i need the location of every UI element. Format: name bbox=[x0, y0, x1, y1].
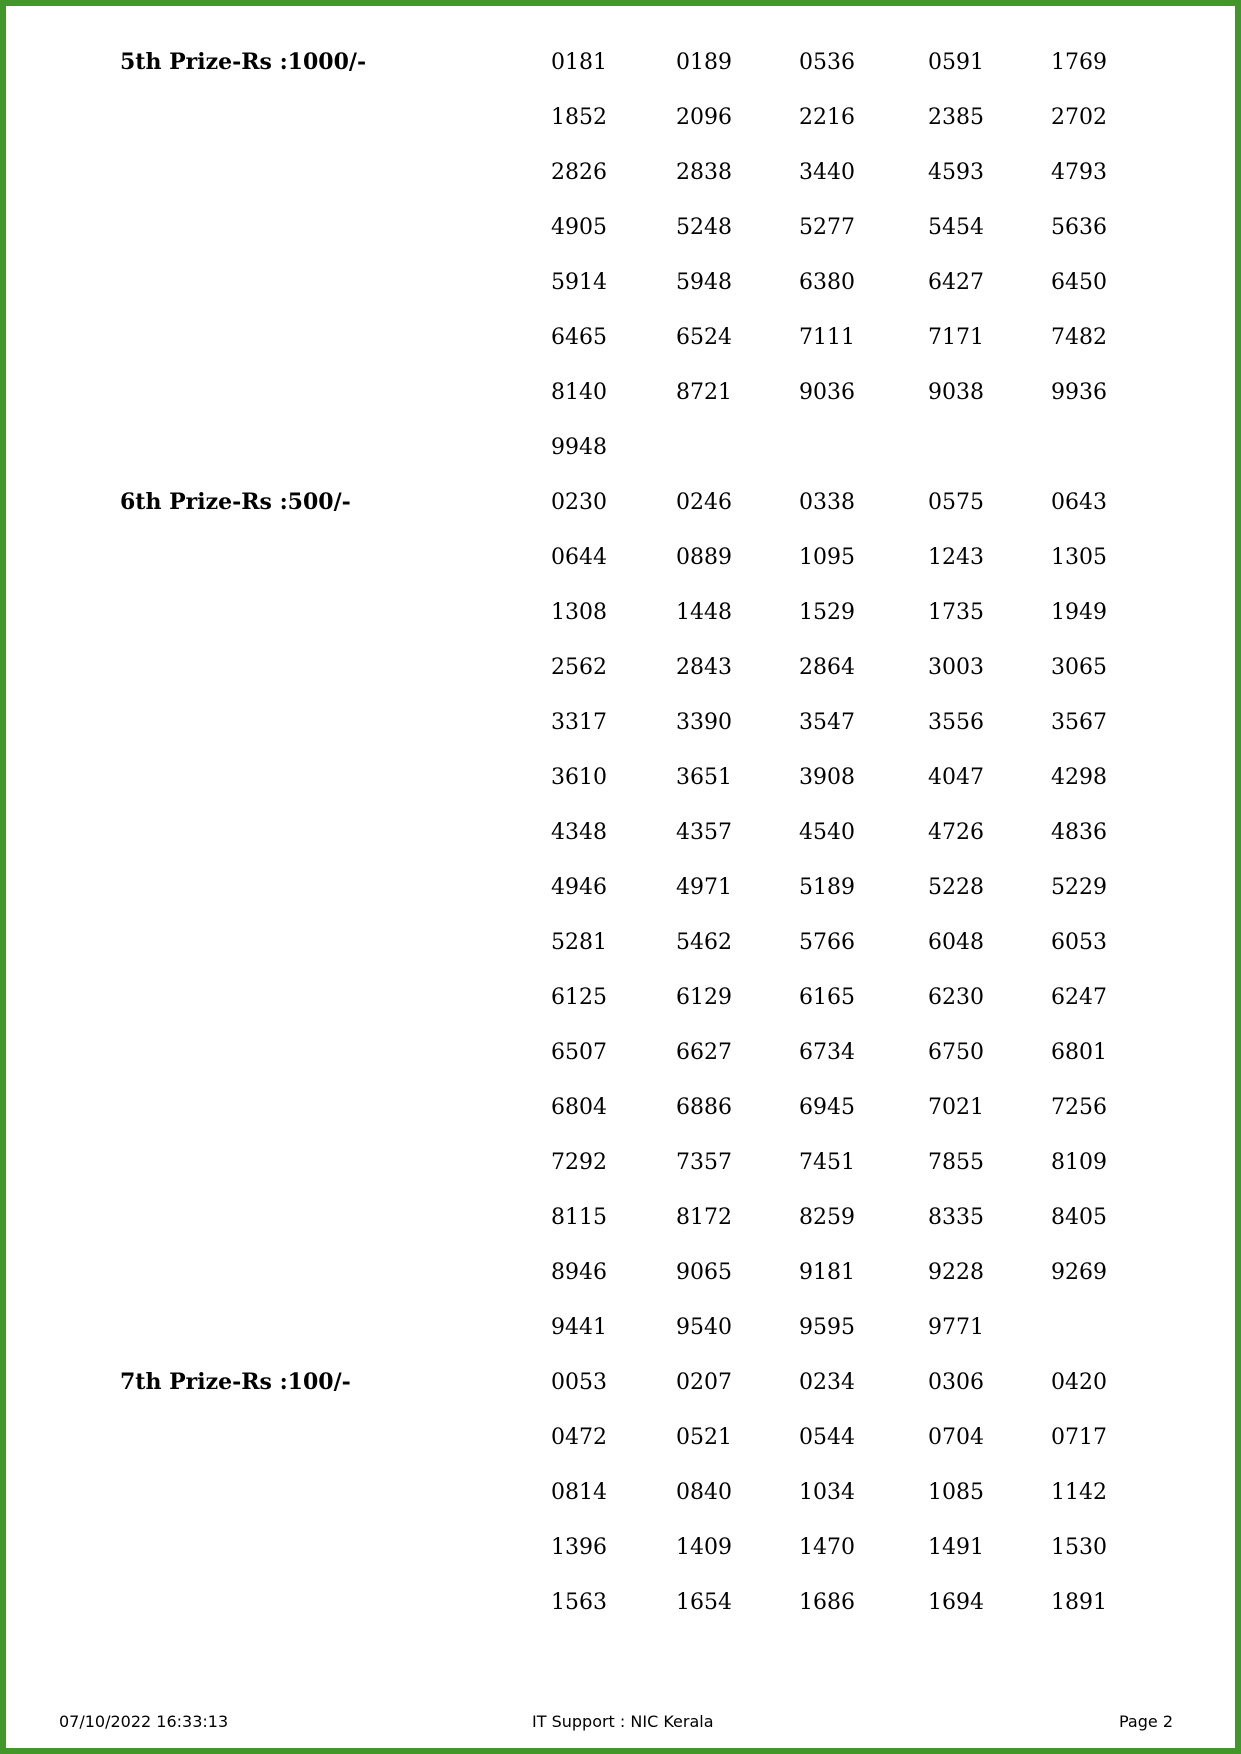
winning-number: 4905 bbox=[551, 215, 607, 240]
winning-number: 1095 bbox=[799, 545, 855, 570]
winning-number: 0189 bbox=[676, 50, 732, 75]
number-row bbox=[0, 695, 1241, 750]
number-row bbox=[0, 585, 1241, 640]
prize-section bbox=[0, 475, 1241, 1355]
number-row bbox=[0, 420, 1241, 475]
winning-number: 0207 bbox=[676, 1370, 732, 1395]
winning-number: 4357 bbox=[676, 820, 732, 845]
winning-number: 7171 bbox=[928, 325, 984, 350]
winning-number: 0053 bbox=[551, 1370, 607, 1395]
footer-page-number: Page 2 bbox=[1119, 1712, 1173, 1731]
winning-number: 0704 bbox=[928, 1425, 984, 1450]
winning-number: 9948 bbox=[551, 435, 607, 460]
winning-number: 2096 bbox=[676, 105, 732, 130]
winning-number: 7451 bbox=[799, 1150, 855, 1175]
number-row bbox=[0, 915, 1241, 970]
winning-number: 6380 bbox=[799, 270, 855, 295]
winning-number: 7855 bbox=[928, 1150, 984, 1175]
winning-number: 0420 bbox=[1051, 1370, 1107, 1395]
winning-number: 4540 bbox=[799, 820, 855, 845]
winning-number: 1308 bbox=[551, 600, 607, 625]
number-row bbox=[0, 1300, 1241, 1355]
winning-number: 4047 bbox=[928, 765, 984, 790]
number-row bbox=[0, 805, 1241, 860]
winning-number: 6524 bbox=[676, 325, 732, 350]
winning-number: 0338 bbox=[799, 490, 855, 515]
winning-number: 2864 bbox=[799, 655, 855, 680]
winning-number: 8109 bbox=[1051, 1150, 1107, 1175]
winning-number: 7292 bbox=[551, 1150, 607, 1175]
number-row bbox=[0, 145, 1241, 200]
number-row bbox=[0, 1190, 1241, 1245]
winning-number: 0643 bbox=[1051, 490, 1107, 515]
winning-number: 1085 bbox=[928, 1480, 984, 1505]
winning-number: 0575 bbox=[928, 490, 984, 515]
number-row bbox=[0, 1520, 1241, 1575]
winning-number: 8259 bbox=[799, 1205, 855, 1230]
winning-number: 6125 bbox=[551, 985, 607, 1010]
winning-number: 1305 bbox=[1051, 545, 1107, 570]
number-row bbox=[0, 640, 1241, 695]
winning-number: 1142 bbox=[1051, 1480, 1107, 1505]
number-row bbox=[0, 1410, 1241, 1465]
winning-number: 5766 bbox=[799, 930, 855, 955]
winning-number: 1891 bbox=[1051, 1590, 1107, 1615]
winning-number: 6804 bbox=[551, 1095, 607, 1120]
winning-number: 2216 bbox=[799, 105, 855, 130]
winning-number: 1491 bbox=[928, 1535, 984, 1560]
number-row bbox=[0, 1355, 1241, 1410]
winning-number: 0536 bbox=[799, 50, 855, 75]
number-row bbox=[0, 530, 1241, 585]
winning-number: 2562 bbox=[551, 655, 607, 680]
winning-number: 6886 bbox=[676, 1095, 732, 1120]
prize-label: 6th Prize-Rs :500/- bbox=[120, 489, 351, 515]
winning-number: 0889 bbox=[676, 545, 732, 570]
winning-number: 1654 bbox=[676, 1590, 732, 1615]
winning-number: 0234 bbox=[799, 1370, 855, 1395]
winning-number: 5636 bbox=[1051, 215, 1107, 240]
number-row bbox=[0, 255, 1241, 310]
winning-number: 0472 bbox=[551, 1425, 607, 1450]
winning-number: 0246 bbox=[676, 490, 732, 515]
winning-number: 3317 bbox=[551, 710, 607, 735]
winning-number: 0717 bbox=[1051, 1425, 1107, 1450]
winning-number: 4298 bbox=[1051, 765, 1107, 790]
winning-number: 1563 bbox=[551, 1590, 607, 1615]
winning-number: 5462 bbox=[676, 930, 732, 955]
winning-number: 1694 bbox=[928, 1590, 984, 1615]
footer-support: IT Support : NIC Kerala bbox=[532, 1712, 714, 1731]
number-row bbox=[0, 90, 1241, 145]
winning-number: 9441 bbox=[551, 1315, 607, 1340]
winning-numbers bbox=[0, 475, 1241, 1355]
winning-number: 1034 bbox=[799, 1480, 855, 1505]
winning-number: 7256 bbox=[1051, 1095, 1107, 1120]
winning-number: 5228 bbox=[928, 875, 984, 900]
prize-results bbox=[0, 35, 1241, 1630]
page-footer bbox=[0, 1712, 1241, 1736]
winning-number: 8335 bbox=[928, 1205, 984, 1230]
winning-number: 0306 bbox=[928, 1370, 984, 1395]
number-row bbox=[0, 200, 1241, 255]
winning-number: 0544 bbox=[799, 1425, 855, 1450]
winning-number: 8721 bbox=[676, 380, 732, 405]
winning-number: 0230 bbox=[551, 490, 607, 515]
number-row bbox=[0, 365, 1241, 420]
winning-number: 6945 bbox=[799, 1095, 855, 1120]
winning-number: 6230 bbox=[928, 985, 984, 1010]
winning-number: 6750 bbox=[928, 1040, 984, 1065]
winning-numbers bbox=[0, 35, 1241, 475]
winning-number: 4971 bbox=[676, 875, 732, 900]
number-row bbox=[0, 1245, 1241, 1300]
number-row bbox=[0, 750, 1241, 805]
winning-number: 9936 bbox=[1051, 380, 1107, 405]
winning-number: 3651 bbox=[676, 765, 732, 790]
winning-number: 3390 bbox=[676, 710, 732, 735]
winning-number: 8172 bbox=[676, 1205, 732, 1230]
winning-number: 2702 bbox=[1051, 105, 1107, 130]
winning-number: 3567 bbox=[1051, 710, 1107, 735]
winning-number: 0814 bbox=[551, 1480, 607, 1505]
winning-number: 6450 bbox=[1051, 270, 1107, 295]
winning-number: 6048 bbox=[928, 930, 984, 955]
winning-number: 6507 bbox=[551, 1040, 607, 1065]
winning-number: 5281 bbox=[551, 930, 607, 955]
winning-number: 0644 bbox=[551, 545, 607, 570]
winning-number: 8405 bbox=[1051, 1205, 1107, 1230]
winning-number: 0840 bbox=[676, 1480, 732, 1505]
number-row bbox=[0, 970, 1241, 1025]
winning-number: 6734 bbox=[799, 1040, 855, 1065]
winning-number: 6427 bbox=[928, 270, 984, 295]
winning-number: 6053 bbox=[1051, 930, 1107, 955]
winning-number: 5454 bbox=[928, 215, 984, 240]
number-row bbox=[0, 860, 1241, 915]
winning-number: 4836 bbox=[1051, 820, 1107, 845]
winning-number: 1448 bbox=[676, 600, 732, 625]
winning-number: 1686 bbox=[799, 1590, 855, 1615]
winning-number: 9065 bbox=[676, 1260, 732, 1285]
winning-number: 1470 bbox=[799, 1535, 855, 1560]
winning-number: 6247 bbox=[1051, 985, 1107, 1010]
winning-number: 1949 bbox=[1051, 600, 1107, 625]
prize-section bbox=[0, 35, 1241, 475]
winning-number: 5248 bbox=[676, 215, 732, 240]
winning-number: 1243 bbox=[928, 545, 984, 570]
number-row bbox=[0, 310, 1241, 365]
number-row bbox=[0, 1080, 1241, 1135]
winning-number: 4726 bbox=[928, 820, 984, 845]
winning-number: 4593 bbox=[928, 160, 984, 185]
footer-datetime: 07/10/2022 16:33:13 bbox=[59, 1712, 229, 1731]
winning-number: 2843 bbox=[676, 655, 732, 680]
winning-number: 1530 bbox=[1051, 1535, 1107, 1560]
winning-number: 2385 bbox=[928, 105, 984, 130]
number-row bbox=[0, 1135, 1241, 1190]
number-row bbox=[0, 475, 1241, 530]
winning-number: 9228 bbox=[928, 1260, 984, 1285]
winning-number: 3065 bbox=[1051, 655, 1107, 680]
winning-number: 7357 bbox=[676, 1150, 732, 1175]
winning-number: 3610 bbox=[551, 765, 607, 790]
winning-number: 1735 bbox=[928, 600, 984, 625]
winning-number: 9771 bbox=[928, 1315, 984, 1340]
winning-number: 0591 bbox=[928, 50, 984, 75]
winning-number: 9540 bbox=[676, 1315, 732, 1340]
winning-number: 1396 bbox=[551, 1535, 607, 1560]
winning-number: 7021 bbox=[928, 1095, 984, 1120]
number-row bbox=[0, 1465, 1241, 1520]
winning-number: 6627 bbox=[676, 1040, 732, 1065]
winning-number: 3908 bbox=[799, 765, 855, 790]
winning-number: 5189 bbox=[799, 875, 855, 900]
winning-number: 9181 bbox=[799, 1260, 855, 1285]
winning-number: 4348 bbox=[551, 820, 607, 845]
prize-label: 7th Prize-Rs :100/- bbox=[120, 1369, 351, 1395]
winning-number: 1852 bbox=[551, 105, 607, 130]
number-row bbox=[0, 1575, 1241, 1630]
winning-number: 5914 bbox=[551, 270, 607, 295]
winning-number: 7111 bbox=[799, 325, 855, 350]
winning-number: 5277 bbox=[799, 215, 855, 240]
winning-number: 2838 bbox=[676, 160, 732, 185]
winning-number: 1769 bbox=[1051, 50, 1107, 75]
winning-number: 1409 bbox=[676, 1535, 732, 1560]
winning-number: 4946 bbox=[551, 875, 607, 900]
number-row bbox=[0, 35, 1241, 90]
winning-number: 6801 bbox=[1051, 1040, 1107, 1065]
winning-number: 6465 bbox=[551, 325, 607, 350]
winning-number: 3440 bbox=[799, 160, 855, 185]
winning-number: 8115 bbox=[551, 1205, 607, 1230]
winning-number: 3547 bbox=[799, 710, 855, 735]
winning-number: 9595 bbox=[799, 1315, 855, 1340]
winning-number: 3556 bbox=[928, 710, 984, 735]
winning-number: 7482 bbox=[1051, 325, 1107, 350]
winning-number: 0181 bbox=[551, 50, 607, 75]
winning-number: 6165 bbox=[799, 985, 855, 1010]
winning-number: 2826 bbox=[551, 160, 607, 185]
winning-number: 5948 bbox=[676, 270, 732, 295]
winning-number: 6129 bbox=[676, 985, 732, 1010]
winning-number: 8140 bbox=[551, 380, 607, 405]
winning-number: 0521 bbox=[676, 1425, 732, 1450]
winning-number: 8946 bbox=[551, 1260, 607, 1285]
winning-number: 5229 bbox=[1051, 875, 1107, 900]
winning-number: 3003 bbox=[928, 655, 984, 680]
winning-number: 9269 bbox=[1051, 1260, 1107, 1285]
number-row bbox=[0, 1025, 1241, 1080]
prize-label: 5th Prize-Rs :1000/- bbox=[120, 49, 367, 75]
prize-section bbox=[0, 1355, 1241, 1630]
winning-number: 1529 bbox=[799, 600, 855, 625]
winning-number: 9036 bbox=[799, 380, 855, 405]
winning-numbers bbox=[0, 1355, 1241, 1630]
winning-number: 4793 bbox=[1051, 160, 1107, 185]
winning-number: 9038 bbox=[928, 380, 984, 405]
